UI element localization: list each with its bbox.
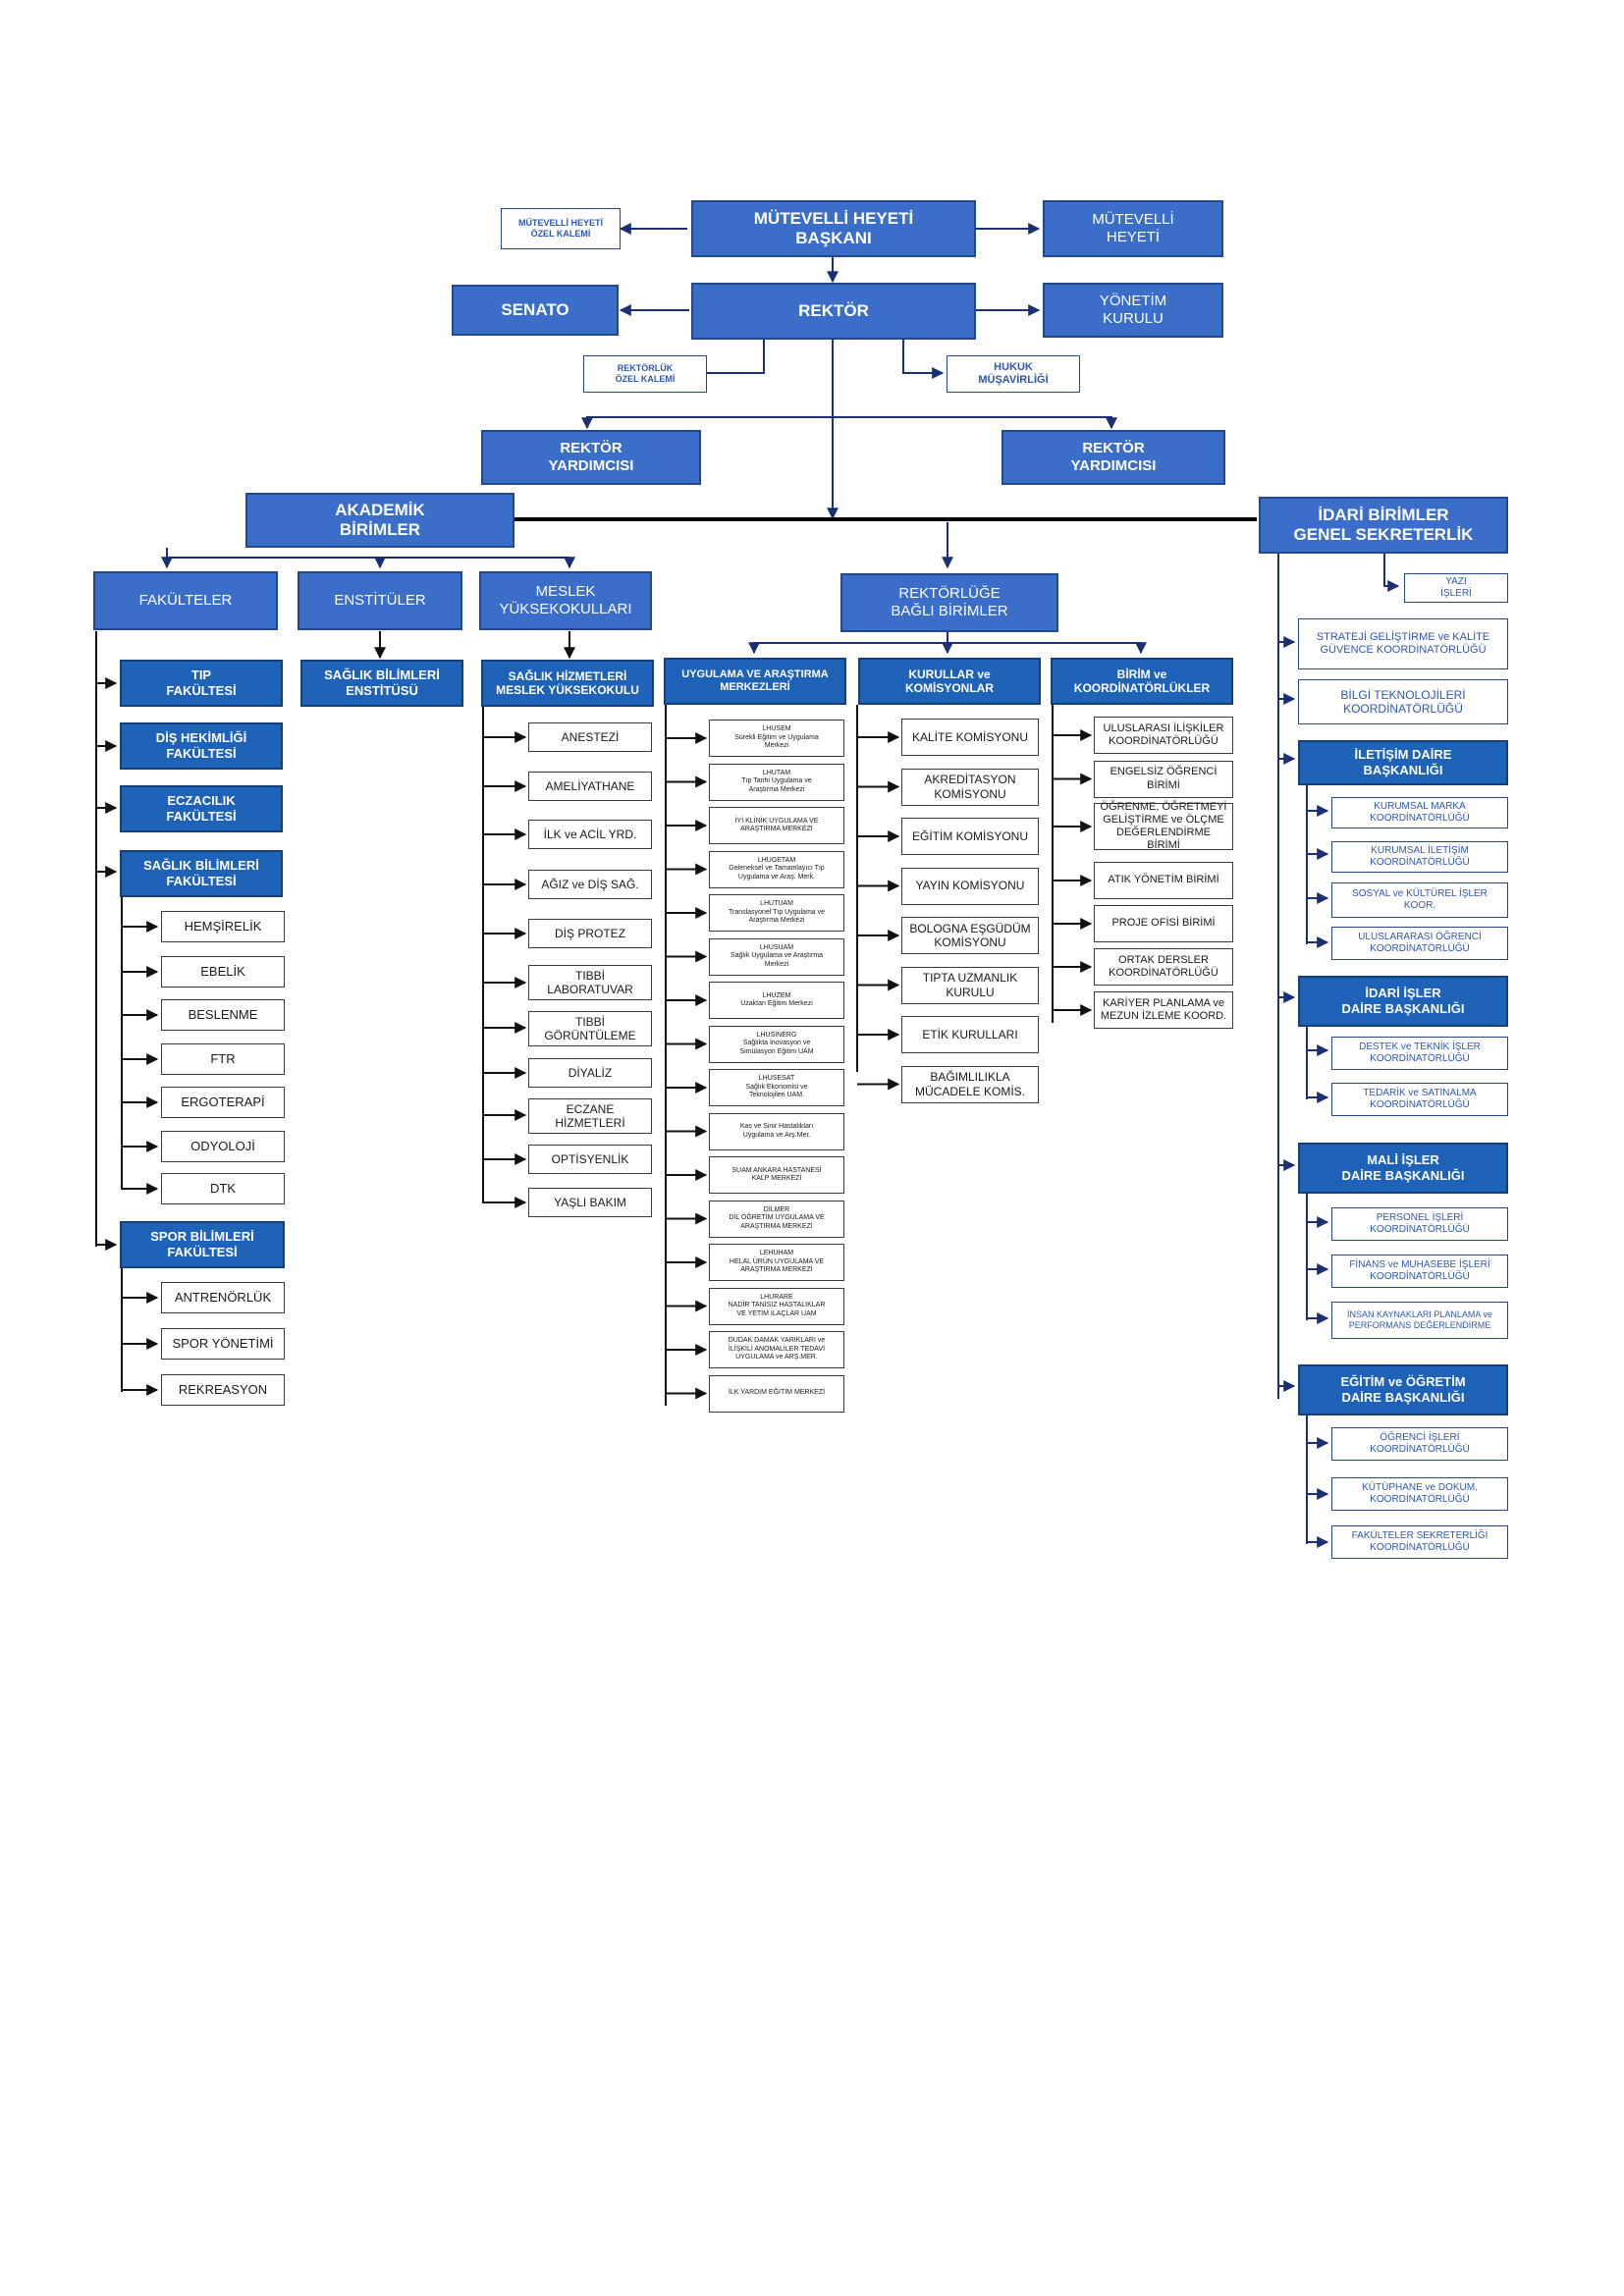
kurul-komisyon-box: BAĞIMLILIKLA MÜCADELE KOMİS. <box>901 1066 1039 1103</box>
idari-isler-sub-box: TEDARİK ve SATINALMA KOORDİNATÖRLÜĞÜ <box>1331 1083 1508 1116</box>
kurul-komisyon-box: EĞİTİM KOMİSYONU <box>901 818 1039 855</box>
myo-program-box: OPTİSYENLİK <box>528 1145 652 1174</box>
spor-bolum-box: ANTRENÖRLÜK <box>161 1282 285 1313</box>
myo-program-box: AMELİYATHANE <box>528 772 652 801</box>
faculty-tip-box: TIP FAKÜLTESİ <box>120 660 283 707</box>
faculty-spor-bilimleri-box: SPOR BİLİMLERİ FAKÜLTESİ <box>120 1221 285 1268</box>
faculty-saglik-bilimleri-box: SAĞLIK BİLİMLERİ FAKÜLTESİ <box>120 850 283 897</box>
uygulama-merkezi-box: LEHUHAM HELAL ÜRÜN UYGULAMA VE ARAŞTIRMA MERKEZİ <box>709 1244 844 1281</box>
rektorluge-bagli-birimler-box: REKTÖRLÜĞE BAĞLI BİRİMLER <box>840 573 1058 632</box>
egitim-sub-box: ÖĞRENCİ İŞLERİ KOORDİNATÖRLÜĞÜ <box>1331 1427 1508 1461</box>
idari-isler-sub-box: DESTEK ve TEKNİK İŞLER KOORDİNATÖRLÜĞÜ <box>1331 1037 1508 1070</box>
myo-program-box: İLK ve ACİL YRD. <box>528 820 652 849</box>
hukuk-musavirligi-box: HUKUK MÜŞAVİRLİĞİ <box>947 355 1080 393</box>
kurul-komisyon-box: BOLOGNA EŞGÜDÜM KOMİSYONU <box>901 917 1039 954</box>
myo-program-box: DİYALİZ <box>528 1058 652 1088</box>
kurul-komisyon-box: TIPTA UZMANLIK KURULU <box>901 967 1039 1004</box>
akademik-birimler-box: AKADEMİK BİRİMLER <box>245 493 514 548</box>
egitim-sub-box: KÜTÜPHANE ve DOKUM. KOORDİNATÖRLÜĞÜ <box>1331 1477 1508 1511</box>
mali-isler-sub-box: İNSAN KAYNAKLARI PLANLAMA ve PERFORMANS DEĞERLENDİRME <box>1331 1302 1508 1339</box>
uygulama-merkezi-box: LHUZEM Uzaktan Eğitim Merkezi <box>709 982 844 1019</box>
bilgi-teknolojileri-box: BİLGİ TEKNOLOJİLERİ KOORDİNATÖRLÜĞÜ <box>1298 679 1508 724</box>
meslek-yuksekokullari-box: MESLEK YÜKSEKOKULLARI <box>479 571 652 630</box>
rektor-box: REKTÖR <box>691 283 976 340</box>
birim-koordinatorluk-box: ORTAK DERSLER KOORDİNATÖRLÜĞÜ <box>1094 948 1233 986</box>
iletisim-sub-box: KURUMSAL İLETİŞİM KOORDİNATÖRLÜĞÜ <box>1331 841 1508 873</box>
spor-bolum-box: REKREASYON <box>161 1374 285 1406</box>
fakulteler-box: FAKÜLTELER <box>93 571 278 630</box>
iletisim-sub-box: ULUSLARARASI ÖĞRENCİ KOORDİNATÖRLÜĞÜ <box>1331 927 1508 960</box>
uygulama-merkezi-box: LHUSEM Sürekli Eğitim ve Uygulama Merkezi <box>709 720 844 757</box>
uygulama-merkezi-box: LHUTAM Tıp Tarihi Uygulama ve Araştırma Merkezi <box>709 764 844 801</box>
myo-program-box: TIBBİ LABORATUVAR <box>528 965 652 1000</box>
bolum-box: FTR <box>161 1043 285 1075</box>
mutevelli-heyeti-baskani-box: MÜTEVELLİ HEYETİ BAŞKANI <box>691 200 976 257</box>
faculty-dis-hekimligi-box: DİŞ HEKİMLİĞİ FAKÜLTESİ <box>120 722 283 770</box>
bolum-box: EBELİK <box>161 956 285 988</box>
uygulama-merkezi-box: DUDAK DAMAK YARIKLARI ve İLİŞKİLİ ANOMALİLER TEDAVİ UYGULAMA ve ARŞ.MER. <box>709 1331 844 1368</box>
birim-koordinatorluk-box: ÖĞRENME, ÖĞRETMEYİ GELİŞTİRME ve ÖLÇME DEĞERLENDİRME BİRİMİ <box>1094 803 1233 850</box>
rektor-yardimcisi-right-box: REKTÖR YARDIMCISI <box>1001 430 1225 485</box>
birim-koordinatorluk-box: ULUSLARASI İLİŞKİLER KOORDİNATÖRLÜĞÜ <box>1094 717 1233 754</box>
mali-isler-sub-box: PERSONEL İŞLERİ KOORDİNATÖRLÜĞÜ <box>1331 1207 1508 1241</box>
uygulama-merkezi-box: DİLMER DİL ÖĞRETİM UYGULAMA VE ARAŞTIRMA MERKEZİ <box>709 1201 844 1238</box>
senato-box: SENATO <box>452 285 619 336</box>
mutevelli-heyeti-box: MÜTEVELLİ HEYETİ <box>1043 200 1223 257</box>
spor-bolum-box: SPOR YÖNETİMİ <box>161 1328 285 1360</box>
uygulama-merkezi-box: İYİ KLİNİK UYGULAMA VE ARAŞTIRMA MERKEZİ <box>709 807 844 844</box>
myo-program-box: AĞIZ ve DİŞ SAĞ. <box>528 870 652 899</box>
birim-koordinatorluk-box: PROJE OFİSİ BİRİMİ <box>1094 905 1233 942</box>
enstituler-box: ENSTİTÜLER <box>298 571 462 630</box>
myo-program-box: ECZANE HİZMETLERİ <box>528 1098 652 1134</box>
kurul-komisyon-box: YAYIN KOMİSYONU <box>901 868 1039 905</box>
egitim-ogretim-daire-baskanligi-box: EĞİTİM ve ÖĞRETİM DAİRE BAŞKANLIĞI <box>1298 1364 1508 1415</box>
bolum-box: ODYOLOJİ <box>161 1131 285 1162</box>
faculty-eczacilik-box: ECZACILIK FAKÜLTESİ <box>120 785 283 832</box>
uygulama-merkezi-box: LHUGETAM Geleneksel ve Tamamlayıcı Tıp Uygulama ve Araş. Merk. <box>709 851 844 888</box>
kurul-komisyon-box: AKREDİTASYON KOMİSYONU <box>901 769 1039 806</box>
birim-koordinatorluk-box: ATIK YÖNETİM BİRİMİ <box>1094 862 1233 899</box>
uygulama-merkezi-box: SUAM ANKARA HASTANESİ KALP MERKEZİ <box>709 1156 844 1194</box>
yonetim-kurulu-box: YÖNETİM KURULU <box>1043 283 1223 338</box>
mali-isler-daire-baskanligi-box: MALİ İŞLER DAİRE BAŞKANLIĞI <box>1298 1143 1508 1194</box>
uygulama-merkezi-box: LHUSİNERG Sağlıkta İnovasyon ve Simülasyon Eğitim UAM <box>709 1026 844 1063</box>
mali-isler-sub-box: FİNANS ve MUHASEBE İŞLERİ KOORDİNATÖRLÜĞÜ <box>1331 1255 1508 1288</box>
bolum-box: DTK <box>161 1173 285 1204</box>
rektor-yardimcisi-left-box: REKTÖR YARDIMCISI <box>481 430 701 485</box>
rektorluk-ozel-kalemi-box: REKTÖRLÜK ÖZEL KALEMİ <box>583 355 707 393</box>
iletisim-sub-box: KURUMSAL MARKA KOORDİNATÖRLÜĞÜ <box>1331 797 1508 828</box>
mutevelli-ozel-kalemi-box: MÜTEVELLİ HEYETİ ÖZEL KALEMİ <box>501 208 621 249</box>
myo-program-box: ANESTEZİ <box>528 722 652 752</box>
strateji-gelistirme-box: STRATEJİ GELİŞTİRME ve KALİTE GÜVENCE KOORDİNATÖRLÜĞÜ <box>1298 618 1508 669</box>
birim-koordinatorluk-box: KARİYER PLANLAMA ve MEZUN İZLEME KOORD. <box>1094 991 1233 1029</box>
kurullar-komisyonlar-box: KURULLAR ve KOMİSYONLAR <box>858 658 1041 705</box>
uygulama-merkezi-box: LHUTUAM Translasyonel Tıp Uygulama ve Araştırma Merkezi <box>709 894 844 932</box>
uygulama-merkezi-box: LHUSESAT Sağlık Ekonomisi ve Teknolojileri UAM. <box>709 1069 844 1106</box>
bolum-box: BESLENME <box>161 999 285 1031</box>
idari-isler-daire-baskanligi-box: İDARİ İŞLER DAİRE BAŞKANLIĞI <box>1298 976 1508 1027</box>
uygulama-merkezi-box: LHUSUAM Sağlık Uygulama ve Araştırma Merkezi <box>709 938 844 976</box>
iletisim-daire-baskanligi-box: İLETİŞİM DAİRE BAŞKANLIĞI <box>1298 740 1508 785</box>
egitim-sub-box: FAKÜLTELER SEKRETERLİĞİ KOORDİNATÖRLÜĞÜ <box>1331 1525 1508 1559</box>
idari-birimler-genel-sekreterlik-box: İDARİ BİRİMLER GENEL SEKRETERLİK <box>1259 497 1508 554</box>
birim-koordinatorlukler-box: BİRİM ve KOORDİNATÖRLÜKLER <box>1051 658 1233 705</box>
myo-program-box: TIBBİ GÖRÜNTÜLEME <box>528 1011 652 1046</box>
yazi-isleri-box: YAZI İŞLERİ <box>1404 573 1508 603</box>
saglik-bilimleri-enstitusu-box: SAĞLIK BİLİMLERİ ENSTİTÜSÜ <box>300 660 463 707</box>
kurul-komisyon-box: ETİK KURULLARI <box>901 1016 1039 1053</box>
bolum-box: ERGOTERAPİ <box>161 1087 285 1118</box>
myo-program-box: DİŞ PROTEZ <box>528 919 652 948</box>
myo-box: SAĞLIK HİZMETLERİ MESLEK YÜKSEKOKULU <box>481 660 654 707</box>
iletisim-sub-box: SOSYAL ve KÜLTÜREL İŞLER KOOR. <box>1331 882 1508 918</box>
bolum-box: HEMŞİRELİK <box>161 911 285 942</box>
uygulama-merkezi-box: LHURARE NADİR TANISIZ HASTALIKLAR VE YETİM İLAÇLAR UAM <box>709 1288 844 1325</box>
birim-koordinatorluk-box: ENGELSİZ ÖĞRENCİ BİRİMİ <box>1094 761 1233 798</box>
myo-program-box: YAŞLI BAKIM <box>528 1188 652 1217</box>
uygulama-merkezi-box: İLK YARDIM EĞİTİM MERKEZİ <box>709 1375 844 1413</box>
uygulama-merkezi-box: Kas ve Sinir Hastalıkları Uygulama ve Arş.Mer. <box>709 1113 844 1150</box>
uygulama-merkezleri-box: UYGULAMA VE ARAŞTIRMA MERKEZLERİ <box>664 658 846 705</box>
kurul-komisyon-box: KALİTE KOMİSYONU <box>901 719 1039 756</box>
